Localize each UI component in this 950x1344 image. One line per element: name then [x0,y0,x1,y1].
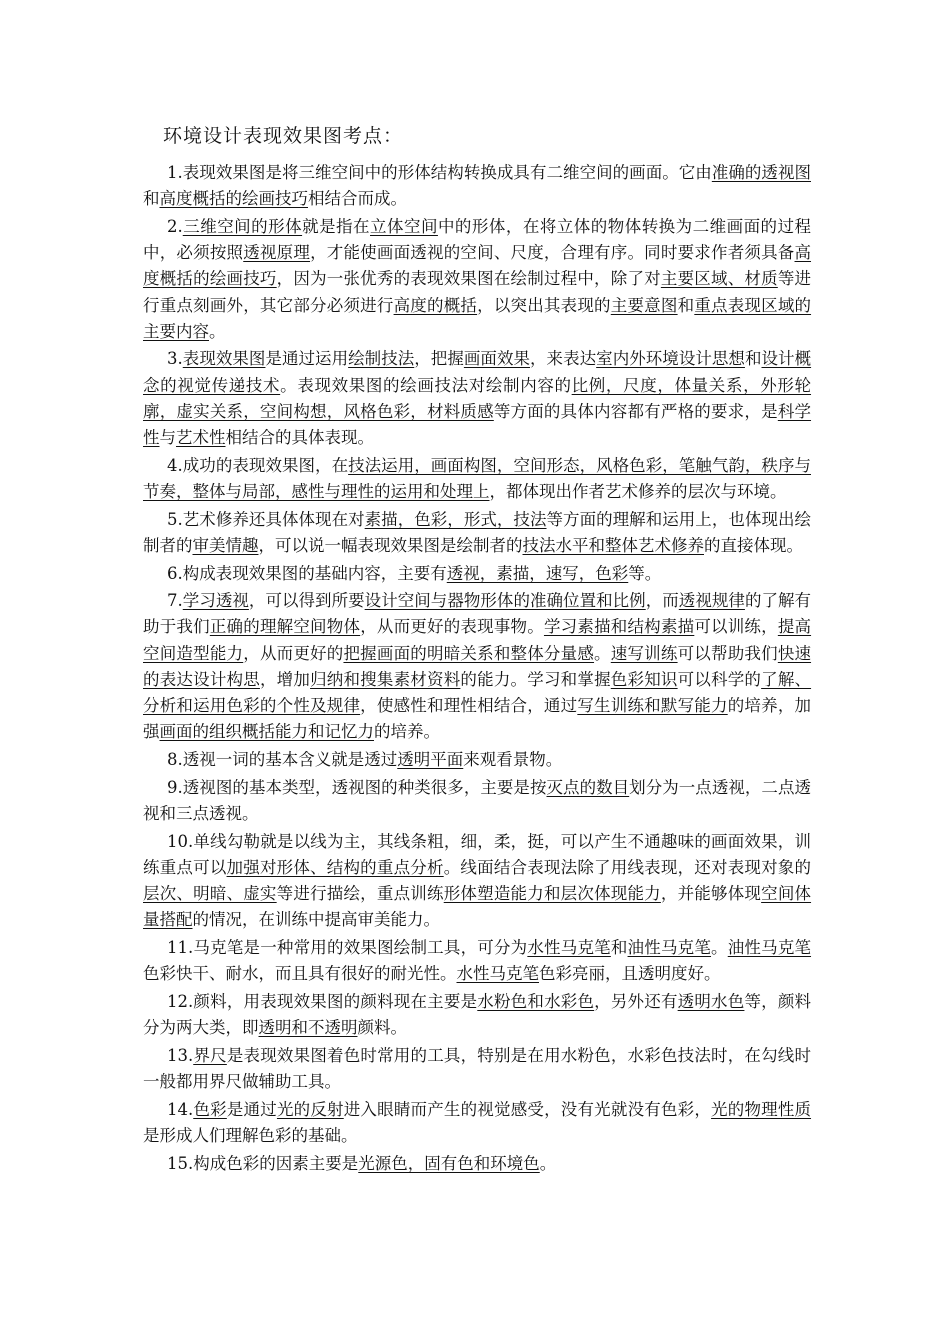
key-phrase: 灭点的数目 [546,777,630,797]
key-phrase: 高度的概括 [393,295,478,315]
key-phrase: 归纳和搜集素材资料 [310,669,461,689]
key-phrase: 立体空间 [370,216,438,236]
key-phrase: 透明水色 [677,991,745,1011]
point-text: ，并能够体现 [660,883,762,903]
point-text: 13. [167,1045,194,1065]
key-phrase: 透明和不透明 [258,1018,358,1037]
point-text: 9.透视图的基本类型，透视图的种类很多，主要是按 [167,777,547,797]
point-text: 是通过 [226,1099,277,1119]
point-text: 和 [143,189,160,209]
point-text: ，另外还有 [594,991,678,1011]
key-phrase: 写生训练和默写能力 [577,696,728,716]
key-phrase: 画面效果 [463,349,531,369]
point-text: ，使感性和理性相结合，通过 [360,696,578,716]
key-phrase: 光源色，固有色和环境色 [358,1153,540,1173]
key-phrase: 重点表现区域的主要内容 [143,295,812,341]
exam-point-12 [143,989,811,1041]
point-text: 等进行描绘，重点训练 [276,883,444,903]
point-text: 8.透视一词的基本含义就是透过 [167,749,398,769]
point-text: 2. [167,216,183,236]
point-text: 中的形体，在将立体的物体转换为二维画面的过程中，必须按照 [143,216,812,263]
key-phrase: 形体塑造能力和层次体现能力 [443,883,661,903]
exam-point-2 [143,214,811,345]
key-phrase: 油性马克笔 [727,937,812,957]
point-text: 和 [744,349,762,369]
point-text: 的了解有助于我们 [143,591,812,637]
point-text: ，从而更好的 [243,643,344,663]
point-text: 。 [539,1153,557,1173]
exam-point-13 [143,1043,811,1095]
point-text: 。 [594,643,611,663]
point-text: 等。 [628,563,662,583]
key-phrase: 主要意图 [610,295,678,315]
key-phrase: 快速的表达设计构思 [143,643,812,689]
key-phrase: 提高空间造型能力 [143,617,812,663]
point-text: 相结合的具体表现。 [225,428,374,448]
point-text: 与 [159,428,176,448]
point-text: 是表现效果图着色时常用的工具，特别是在用水粉色，水彩色技法时，在勾线时一般都用界尺做辅助工具。 [143,1045,812,1091]
exam-point-7 [143,588,811,745]
point-text: 的直接体现。 [704,535,803,555]
key-phrase: 层次、明暗、虚实 [143,883,277,903]
point-text: 是通过运用 [265,349,349,369]
key-phrase: 表现效果图 [182,349,266,369]
exam-point-5 [143,507,811,559]
key-phrase: 技法水平和整体艺术修养 [522,535,704,555]
point-text: 进入眼睛而产生的视觉感受，没有光就没有色彩， [343,1099,712,1119]
point-text: 12.颜料，用表现效果图的颜料现在主要是 [167,991,478,1011]
exam-point-6 [143,561,811,587]
point-text: 6.构成表现效果图的基础内容，主要有 [167,563,447,583]
point-text: 14. [167,1099,194,1119]
point-text: 等方面的具体内容都有严格的要求，是 [493,401,778,421]
key-phrase: 学习透视 [182,591,249,611]
point-text: 可以训练， [694,617,778,637]
point-text: ，从而更好的表现事物。 [360,617,544,637]
point-text: ，把握 [414,349,464,369]
key-phrase: 水粉色和水彩色 [477,991,595,1011]
key-phrase: 透视规律 [678,591,745,611]
point-text: 色彩亮丽，且透明度好。 [539,964,721,984]
key-phrase: 光的物理性质 [711,1099,812,1119]
point-text: 1.表现效果图是将三维空间中的形体结构转换成具有二维空间的画面。它由 [167,163,712,182]
point-text: ，来表达 [530,349,597,369]
key-phrase: 审美情趣 [192,535,259,555]
point-text: 划分为一点透视，二点透视和三点透视。 [143,777,812,823]
key-phrase: 空间体量搭配 [143,883,812,930]
key-phrase: 色彩知识 [610,669,678,689]
key-phrase: 色彩 [193,1099,227,1119]
point-text: 10.单线勾勒就是以线为主，其线条粗，细，柔，挺，可以产生不通趣味的画面效果，训练重点可以 [143,831,811,877]
point-text: 的培养，加强 [143,696,812,742]
point-text: 7. [167,591,183,611]
key-phrase: 室内外环境设计思想 [596,349,745,369]
point-text: 。线面结合表现法除了用线表现，还对表现对象的 [443,857,812,877]
key-phrase: 比例，尺度，体量关系，外形轮廓，虚实关系，空间构想，风格色彩，材料质感 [143,375,812,421]
exam-point-1 [143,160,811,212]
point-text: 来观看景物。 [463,749,563,769]
key-phrase: 素描，色彩，形式，技法 [364,509,547,529]
key-phrase: 准确的透视图 [711,163,811,182]
point-text: ，而 [645,591,679,611]
document-title: 环境设计表现效果图考点： [163,125,404,147]
point-text: ，都体现出作者艺术修养的层次与环境。 [489,481,787,501]
exam-point-9 [143,775,811,827]
exam-points-list [143,160,811,1178]
point-text: ，可以得到所要 [248,591,365,611]
exam-point-11 [143,935,811,987]
key-phrase: 艺术性 [176,428,226,448]
key-phrase: 加强对形体、结构的重点分析 [226,857,444,877]
point-text: 的情况，在训练中提高审美能力。 [192,910,440,930]
point-text: 等进行重点刻画外，其它部分必须进行 [143,269,812,315]
key-phrase: 水性马克笔 [527,937,611,957]
point-text: ，因为一张优秀的表现效果图在绘制过程中，除了对 [276,269,661,289]
point-text: 的能力。学习和掌握 [460,669,611,689]
point-text: 4.成功的表现效果图，在 [167,455,349,475]
key-phrase: 光的反射 [276,1099,344,1119]
key-phrase: 设计概念的视觉传递技术 [143,349,812,395]
point-text: 等方面的理解和运用上，也体现出绘制者的 [143,509,812,555]
point-text: 5.艺术修养还具体体现在对 [167,509,365,529]
key-phrase: 主要区域、材质 [660,269,778,289]
key-phrase: 画面的组织概括能力和记忆力 [159,722,374,742]
point-text: 相结合而成。 [308,189,407,209]
point-text: ，才能使画面透视的空间、尺度，合理有序。同时要求作者须具备 [310,243,795,263]
key-phrase: 把握画面的明暗关系和整体分量感 [343,643,595,663]
key-phrase: 三维空间的形体 [182,216,303,236]
point-text: 就是指在 [302,216,371,236]
key-phrase: 速写训练 [610,643,678,663]
key-phrase: 高度概括的绘画技巧 [143,243,812,289]
key-phrase: 设计空间与器物形体的准确位置和比例 [364,591,646,611]
point-text: 15.构成色彩的因素主要是 [167,1153,359,1173]
point-text: ，增加 [259,669,311,689]
point-text: 和 [677,295,695,315]
point-text: 可以帮助我们 [677,643,778,663]
key-phrase: 了解、分析和运用色彩的个性及规律 [143,669,812,716]
point-text: 。 [209,321,226,341]
key-phrase: 透视，素描，速写，色彩 [446,563,629,583]
exam-point-4 [143,453,811,505]
key-phrase: 技法运用，画面构图，空间形态，风格色彩，笔触气韵，秩序与节奏，整体与局部，感性与理性的运用和处理上 [143,455,811,501]
key-phrase: 油性马克笔 [627,937,712,957]
key-phrase: 透明平面 [397,749,464,769]
point-text: 颜料。 [357,1018,407,1037]
exam-point-8 [143,747,811,773]
exam-point-10 [143,829,811,934]
point-text: 可以科学的 [677,669,762,689]
point-text: 色彩快干、耐水，而且具有很好的耐光性。 [143,964,457,984]
point-text: 是形成人们理解色彩的基础。 [143,1125,358,1145]
key-phrase: 界尺 [193,1045,227,1065]
point-text: 。 [711,937,728,957]
point-text: ，可以说一幅表现效果图是绘制者的 [258,535,523,555]
key-phrase: 水性马克笔 [456,964,539,984]
point-text: 的培养。 [374,722,440,742]
point-text: 和 [610,937,628,957]
key-phrase: 绘制技法 [348,349,415,369]
key-phrase: 科学性 [143,401,812,448]
key-phrase: 高度概括的绘画技巧 [159,189,308,209]
point-text: 3. [167,349,183,369]
key-phrase: 正确的理解空间物体 [209,617,361,637]
point-text: ，以突出其表现的 [477,295,611,315]
key-phrase: 学习素描和结构素描 [543,617,695,637]
exam-point-3 [143,346,811,451]
key-phrase: 透视原理 [243,243,311,263]
exam-point-15 [143,1151,811,1177]
exam-point-14 [143,1097,811,1149]
point-text: 。表现效果图的绘画技法对绘制内容的 [280,375,572,395]
point-text: 等，颜料分为两大类，即 [143,991,812,1037]
point-text: 11.马克笔是一种常用的效果图绘制工具，可分为 [167,937,528,957]
